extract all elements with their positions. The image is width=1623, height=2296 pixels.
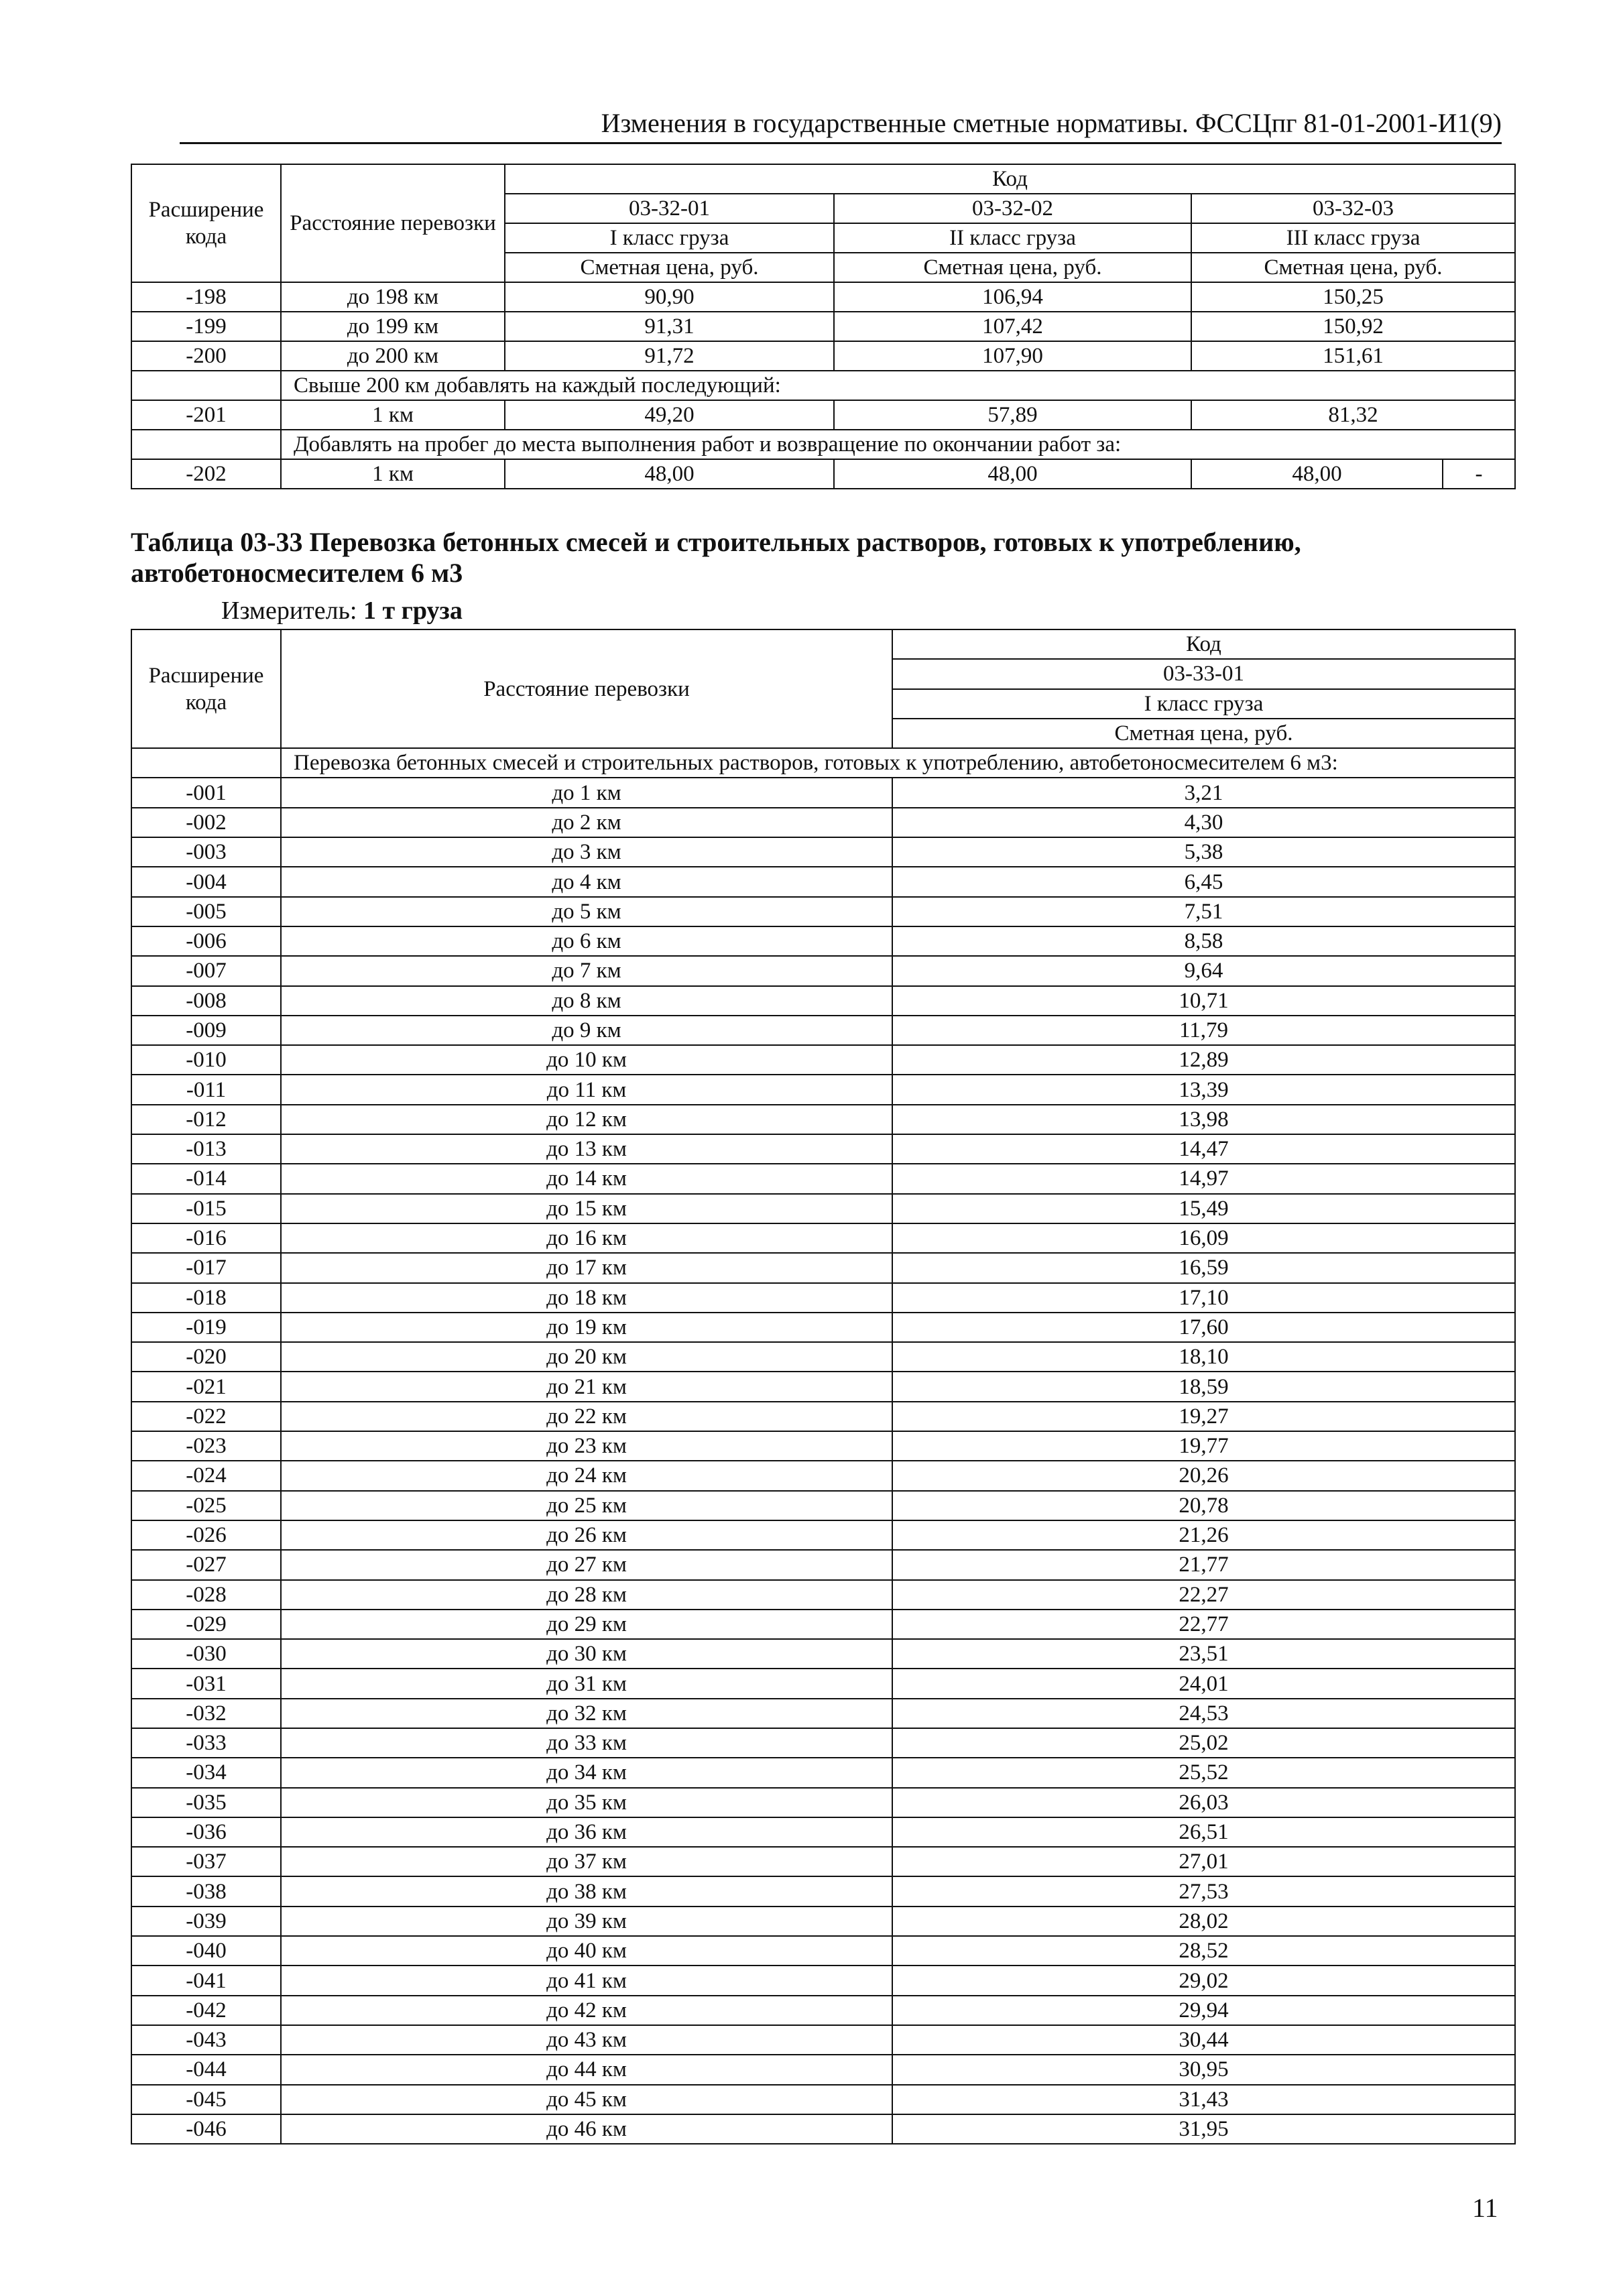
distance: до 44 км — [281, 2055, 892, 2084]
ext-code: -016 — [131, 1223, 281, 1253]
price: 27,53 — [892, 1876, 1515, 1906]
price: 11,79 — [892, 1016, 1515, 1045]
distance: до 42 км — [281, 1996, 892, 2025]
distance: до 35 км — [281, 1788, 892, 1817]
ext-code: -017 — [131, 1253, 281, 1282]
empty-cell — [131, 748, 281, 778]
table-row — [131, 1402, 1515, 1431]
distance: до 16 км — [281, 1223, 892, 1253]
table-row — [131, 1164, 1515, 1193]
ext-code: -201 — [131, 400, 281, 430]
unit-value: 1 т груза — [363, 597, 463, 625]
table-row — [131, 1194, 1515, 1223]
price: 19,77 — [892, 1431, 1515, 1461]
ext-code: -025 — [131, 1491, 281, 1520]
price: 24,01 — [892, 1669, 1515, 1698]
price: 12,89 — [892, 1045, 1515, 1075]
price: 81,32 — [1191, 400, 1515, 430]
table-row — [131, 926, 1515, 956]
ext-code: -199 — [131, 312, 281, 341]
price: 17,60 — [892, 1313, 1515, 1342]
price: 29,94 — [892, 1996, 1515, 2025]
code-header: Код — [505, 164, 1515, 194]
col-price-1: Сметная цена, руб. — [505, 253, 834, 282]
ext-code: -019 — [131, 1313, 281, 1342]
table-row — [131, 2114, 1515, 2144]
distance: 1 км — [281, 459, 505, 489]
ext-code: -031 — [131, 1669, 281, 1698]
page-header: Изменения в государственные сметные нормативы. ФССЦпг 81-01-2001-И1(9) — [180, 107, 1502, 144]
distance: до 28 км — [281, 1580, 892, 1610]
ext-code: -200 — [131, 341, 281, 371]
price: 27,01 — [892, 1847, 1515, 1876]
price: 57,89 — [834, 400, 1191, 430]
distance: до 17 км — [281, 1253, 892, 1282]
distance: до 31 км — [281, 1669, 892, 1698]
table-row — [131, 1431, 1515, 1461]
ext-code: -020 — [131, 1342, 281, 1372]
table-row — [131, 1491, 1515, 1520]
distance: до 38 км — [281, 1876, 892, 1906]
distance: до 198 км — [281, 282, 505, 312]
table-row — [131, 1966, 1515, 1995]
price: 107,42 — [834, 312, 1191, 341]
ext-code: -008 — [131, 986, 281, 1016]
price: 15,49 — [892, 1194, 1515, 1223]
table-row — [131, 867, 1515, 896]
price: - — [1443, 459, 1515, 489]
table-row — [131, 312, 1515, 341]
mileage-note: Добавлять на пробег до места выполнения работ и возвращение по окончании работ за: — [281, 430, 1515, 459]
ext-code: -013 — [131, 1134, 281, 1164]
ext-code: -026 — [131, 1520, 281, 1550]
price: 28,52 — [892, 1936, 1515, 1966]
table-row — [131, 986, 1515, 1016]
distance: до 30 км — [281, 1639, 892, 1669]
table-row — [131, 2025, 1515, 2055]
price: 49,20 — [505, 400, 834, 430]
price: 13,39 — [892, 1075, 1515, 1104]
unit-line — [221, 595, 463, 626]
price: 22,77 — [892, 1610, 1515, 1639]
ext-code: -023 — [131, 1431, 281, 1461]
price: 21,77 — [892, 1550, 1515, 1579]
price: 30,44 — [892, 2025, 1515, 2055]
ext-code: -009 — [131, 1016, 281, 1045]
distance: до 9 км — [281, 1016, 892, 1045]
table-row — [131, 1580, 1515, 1610]
ext-code: -198 — [131, 282, 281, 312]
distance: до 8 км — [281, 986, 892, 1016]
price: 48,00 — [1191, 459, 1443, 489]
price: 107,90 — [834, 341, 1191, 371]
ext-code: -045 — [131, 2085, 281, 2114]
table-row — [131, 1817, 1515, 1847]
ext-code: -011 — [131, 1075, 281, 1104]
price: 48,00 — [834, 459, 1191, 489]
price: 25,02 — [892, 1728, 1515, 1758]
distance: до 21 км — [281, 1372, 892, 1401]
ext-code-header: Расширение кода — [131, 164, 281, 282]
price: 26,03 — [892, 1788, 1515, 1817]
price: 48,00 — [505, 459, 834, 489]
table-row — [131, 1016, 1515, 1045]
section-row — [131, 748, 1515, 778]
col-price: Сметная цена, руб. — [892, 719, 1515, 748]
table-row — [131, 1105, 1515, 1134]
distance: до 1 км — [281, 778, 892, 807]
distance: до 29 км — [281, 1610, 892, 1639]
price: 31,43 — [892, 2085, 1515, 2114]
table-body — [131, 778, 1515, 2144]
ext-code: -044 — [131, 2055, 281, 2084]
ext-code: -046 — [131, 2114, 281, 2144]
price: 10,71 — [892, 986, 1515, 1016]
col-class-3: III класс груза — [1191, 223, 1515, 253]
price: 13,98 — [892, 1105, 1515, 1134]
col-price-3: Сметная цена, руб. — [1191, 253, 1515, 282]
price: 16,59 — [892, 1253, 1515, 1282]
table-row — [131, 837, 1515, 867]
table-row — [131, 1610, 1515, 1639]
ext-code: -041 — [131, 1966, 281, 1995]
col-code-3: 03-32-03 — [1191, 194, 1515, 223]
table-row — [131, 1520, 1515, 1550]
distance: до 45 км — [281, 2085, 892, 2114]
section-row — [131, 430, 1515, 459]
price: 25,52 — [892, 1758, 1515, 1787]
price: 14,97 — [892, 1164, 1515, 1193]
price: 19,27 — [892, 1402, 1515, 1431]
price: 3,21 — [892, 778, 1515, 807]
distance: до 20 км — [281, 1342, 892, 1372]
price: 21,26 — [892, 1520, 1515, 1550]
table-row — [131, 1639, 1515, 1669]
price: 20,26 — [892, 1461, 1515, 1490]
distance: до 15 км — [281, 1194, 892, 1223]
col-class-2: II класс груза — [834, 223, 1191, 253]
price: 26,51 — [892, 1817, 1515, 1847]
distance: до 12 км — [281, 1105, 892, 1134]
ext-code: -014 — [131, 1164, 281, 1193]
ext-code: -037 — [131, 1847, 281, 1876]
ext-code: -012 — [131, 1105, 281, 1134]
table-03-33 — [131, 629, 1516, 2144]
price: 8,58 — [892, 926, 1515, 956]
price: 4,30 — [892, 808, 1515, 837]
price: 29,02 — [892, 1966, 1515, 1995]
distance: до 11 км — [281, 1075, 892, 1104]
distance: до 40 км — [281, 1936, 892, 1966]
table-row — [131, 897, 1515, 926]
table-row — [131, 1550, 1515, 1579]
table-row — [131, 1283, 1515, 1313]
distance: 1 км — [281, 400, 505, 430]
table-row — [131, 1253, 1515, 1282]
ext-code: -002 — [131, 808, 281, 837]
distance: до 46 км — [281, 2114, 892, 2144]
ext-code: -007 — [131, 956, 281, 985]
distance: до 22 км — [281, 1402, 892, 1431]
ext-code: -033 — [131, 1728, 281, 1758]
distance: до 3 км — [281, 837, 892, 867]
price: 7,51 — [892, 897, 1515, 926]
col-price-2: Сметная цена, руб. — [834, 253, 1191, 282]
ext-code: -010 — [131, 1045, 281, 1075]
ext-code: -003 — [131, 837, 281, 867]
price: 20,78 — [892, 1491, 1515, 1520]
distance: до 43 км — [281, 2025, 892, 2055]
page-number: 11 — [1472, 2193, 1498, 2223]
price: 5,38 — [892, 837, 1515, 867]
distance: до 36 км — [281, 1817, 892, 1847]
col-code-1: 03-32-01 — [505, 194, 834, 223]
table-caption: Таблица 03-33 Перевозка бетонных смесей и строительных растворов, готовых к употреблению, автобетоносмесителем 6 м3 — [131, 527, 1301, 588]
distance: до 2 км — [281, 808, 892, 837]
distance: до 41 км — [281, 1966, 892, 1995]
table-row — [131, 1996, 1515, 2025]
price: 30,95 — [892, 2055, 1515, 2084]
ext-code: -015 — [131, 1194, 281, 1223]
price: 150,92 — [1191, 312, 1515, 341]
table-row — [131, 1788, 1515, 1817]
price: 18,59 — [892, 1372, 1515, 1401]
distance: до 26 км — [281, 1520, 892, 1550]
distance: до 6 км — [281, 926, 892, 956]
price: 91,31 — [505, 312, 834, 341]
table-row — [131, 1223, 1515, 1253]
ext-code: -006 — [131, 926, 281, 956]
col-code-2: 03-32-02 — [834, 194, 1191, 223]
distance: до 24 км — [281, 1461, 892, 1490]
col-class-1: I класс груза — [505, 223, 834, 253]
col-class: I класс груза — [892, 689, 1515, 719]
ext-code: -039 — [131, 1907, 281, 1936]
table-row — [131, 1847, 1515, 1876]
ext-code: -027 — [131, 1550, 281, 1579]
table-row — [131, 1075, 1515, 1104]
section-title: Перевозка бетонных смесей и строительных растворов, готовых к употреблению, автобетоносмесителем 6 м3: — [281, 748, 1515, 778]
table-row — [131, 1936, 1515, 1966]
price: 151,61 — [1191, 341, 1515, 371]
ext-code: -030 — [131, 1639, 281, 1669]
distance: до 25 км — [281, 1491, 892, 1520]
table-row — [131, 956, 1515, 985]
table-row — [131, 2085, 1515, 2114]
distance: до 37 км — [281, 1847, 892, 1876]
ext-code: -001 — [131, 778, 281, 807]
distance: до 199 км — [281, 312, 505, 341]
distance: до 32 км — [281, 1699, 892, 1728]
price: 28,02 — [892, 1907, 1515, 1936]
price: 17,10 — [892, 1283, 1515, 1313]
distance-header: Расстояние перевозки — [281, 629, 892, 748]
distance-header: Расстояние перевозки — [281, 164, 505, 282]
col-code: 03-33-01 — [892, 659, 1515, 688]
distance: до 33 км — [281, 1728, 892, 1758]
table-row — [131, 282, 1515, 312]
ext-code: -043 — [131, 2025, 281, 2055]
ext-code: -022 — [131, 1402, 281, 1431]
table-row — [131, 459, 1515, 489]
ext-code: -032 — [131, 1699, 281, 1728]
ext-code-header: Расширение кода — [131, 629, 281, 748]
distance: до 7 км — [281, 956, 892, 985]
price: 14,47 — [892, 1134, 1515, 1164]
distance: до 13 км — [281, 1134, 892, 1164]
distance: до 10 км — [281, 1045, 892, 1075]
table-row — [131, 1342, 1515, 1372]
empty-cell — [131, 430, 281, 459]
ext-code: -202 — [131, 459, 281, 489]
ext-code: -034 — [131, 1758, 281, 1787]
price: 91,72 — [505, 341, 834, 371]
table-row — [131, 778, 1515, 807]
price: 18,10 — [892, 1342, 1515, 1372]
over-200-note: Свыше 200 км добавлять на каждый последующий: — [281, 371, 1515, 400]
distance: до 18 км — [281, 1283, 892, 1313]
ext-code: -029 — [131, 1610, 281, 1639]
code-header: Код — [892, 629, 1515, 659]
table-row — [131, 1313, 1515, 1342]
section-row — [131, 371, 1515, 400]
distance: до 19 км — [281, 1313, 892, 1342]
distance: до 14 км — [281, 1164, 892, 1193]
table-row — [131, 1134, 1515, 1164]
price: 150,25 — [1191, 282, 1515, 312]
distance: до 34 км — [281, 1758, 892, 1787]
distance: до 200 км — [281, 341, 505, 371]
table-row — [131, 1372, 1515, 1401]
table-row — [131, 400, 1515, 430]
table-row — [131, 1728, 1515, 1758]
ext-code: -018 — [131, 1283, 281, 1313]
ext-code: -004 — [131, 867, 281, 896]
price: 90,90 — [505, 282, 834, 312]
ext-code: -042 — [131, 1996, 281, 2025]
table-row — [131, 1758, 1515, 1787]
ext-code: -021 — [131, 1372, 281, 1401]
ext-code: -038 — [131, 1876, 281, 1906]
ext-code: -035 — [131, 1788, 281, 1817]
distance: до 4 км — [281, 867, 892, 896]
ext-code: -005 — [131, 897, 281, 926]
price: 31,95 — [892, 2114, 1515, 2144]
distance: до 5 км — [281, 897, 892, 926]
table-row — [131, 2055, 1515, 2084]
unit-label: Измеритель: — [221, 597, 357, 625]
ext-code: -036 — [131, 1817, 281, 1847]
price: 16,09 — [892, 1223, 1515, 1253]
price: 23,51 — [892, 1639, 1515, 1669]
table-row — [131, 1907, 1515, 1936]
price: 9,64 — [892, 956, 1515, 985]
table-03-32-continuation — [131, 164, 1516, 489]
table-row — [131, 1461, 1515, 1490]
price: 106,94 — [834, 282, 1191, 312]
table-row — [131, 1699, 1515, 1728]
ext-code: -024 — [131, 1461, 281, 1490]
table-row — [131, 1876, 1515, 1906]
distance: до 39 км — [281, 1907, 892, 1936]
ext-code: -040 — [131, 1936, 281, 1966]
table-row — [131, 1045, 1515, 1075]
price: 22,27 — [892, 1580, 1515, 1610]
ext-code: -028 — [131, 1580, 281, 1610]
distance: до 27 км — [281, 1550, 892, 1579]
price: 6,45 — [892, 867, 1515, 896]
table-row — [131, 341, 1515, 371]
distance: до 23 км — [281, 1431, 892, 1461]
price: 24,53 — [892, 1699, 1515, 1728]
table-row — [131, 1669, 1515, 1698]
table-row — [131, 808, 1515, 837]
empty-cell — [131, 371, 281, 400]
